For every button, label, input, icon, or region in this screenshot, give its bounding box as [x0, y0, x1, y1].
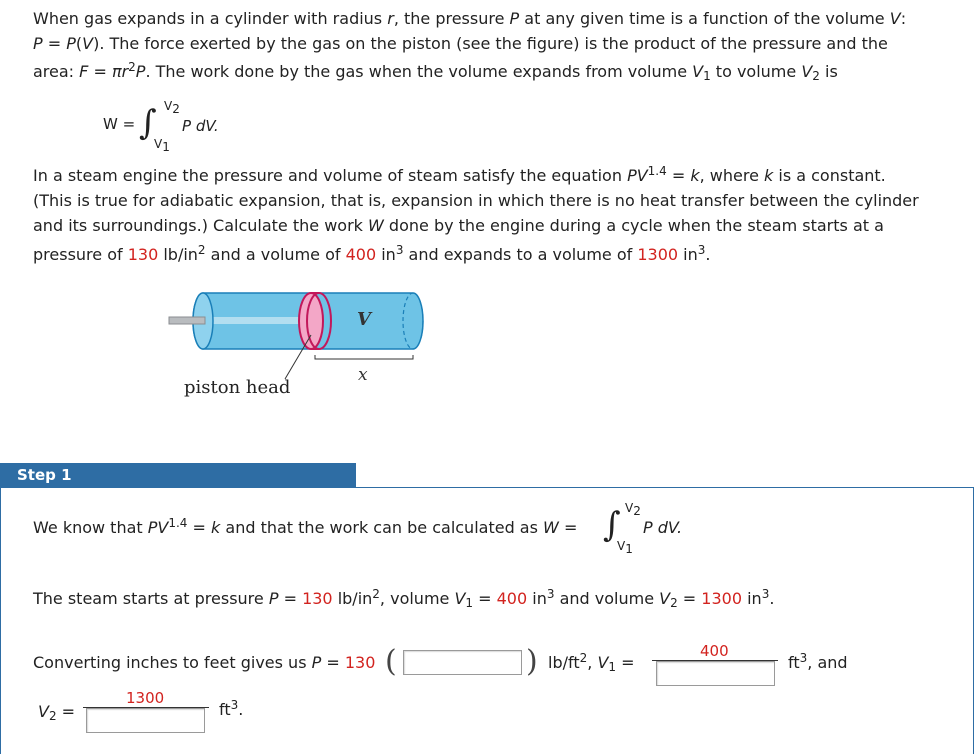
piston-head-label: piston head	[184, 377, 291, 398]
step-line-4-unit: $ft^3$.	[219, 698, 244, 719]
x-label: x	[358, 365, 368, 385]
step-integral	[603, 498, 703, 556]
v2-numerator: 1300	[126, 689, 165, 707]
given-volume-2: 1300	[637, 245, 679, 264]
open-paren: (	[385, 644, 397, 679]
step-integral-integrand: P dV.	[643, 518, 683, 537]
piston-cylinder-figure	[165, 285, 435, 405]
problem-line-7: pressure of 130 $lb/in^2$ and a volume of 400 $in^3$ and expands to a volume of 1300 $in^3$.	[33, 243, 711, 264]
step-1-tab: Step 1	[0, 463, 356, 488]
integral-upper-limit: $V_2$	[164, 99, 180, 116]
integral-integrand: P dV.	[182, 117, 219, 135]
step-line-4-label: $V_2$ =	[38, 702, 76, 723]
problem-line-1: When gas expands in a cylinder with radius r, the pressure P at any given time is a function of the volume V:	[33, 9, 907, 28]
step-integral-sign: ∫	[603, 505, 621, 545]
work-integral-formula	[103, 96, 243, 152]
step-line-2: The steam starts at pressure P = 130 $lb/in^2$, volume $V_1 = 400$ $in^3$ and volume $V_2 = 1300$ $in^3$.	[33, 587, 775, 610]
step-integral-upper: $V_2$	[625, 501, 641, 518]
step-line-1: We know that $PV^{1.4} = k$ and that the work can be calculated as W =	[33, 516, 578, 537]
pressure-conversion-input[interactable]	[403, 650, 522, 675]
close-paren: )	[526, 644, 538, 679]
integral-sign: ∫	[139, 103, 157, 143]
problem-line-2: P = P(V). The force exerted by the gas on the piston (see the figure) is the product of the pressure and the	[33, 34, 888, 53]
v2-denominator-input[interactable]	[86, 708, 205, 733]
x-bracket	[315, 355, 413, 359]
step-line-3-text: Converting inches to feet gives us P = 130	[33, 653, 376, 672]
integral-lower-limit: $V_1$	[154, 137, 170, 154]
step-line-3-tail: $ft^3$, and	[788, 651, 848, 672]
given-pressure: 130	[127, 245, 159, 264]
v1-denominator-input[interactable]	[656, 661, 775, 686]
problem-line-5: (This is true for adiabatic expansion, that is, expansion in which there is no heat transfer between the cylinder	[33, 191, 919, 210]
step-line-3-units: $lb/ft^2$, $V_1$ =	[548, 651, 635, 674]
problem-line-6: and its surroundings.) Calculate the work W done by the engine during a cycle when the steam starts at a	[33, 216, 884, 235]
step-integral-lower: $V_1$	[617, 539, 633, 556]
volume-label: V	[357, 309, 371, 330]
integral-lhs: W =	[103, 115, 136, 133]
problem-line-4: In a steam engine the pressure and volume of steam satisfy the equation $PV^{1.4} = k$, where k is a constant.	[33, 164, 886, 185]
problem-line-3: area: $F = \pi r^2P$. The work done by the gas when the volume expands from volume $V_1$ to volume $V_2$ is	[33, 60, 838, 83]
v1-numerator: 400	[700, 642, 729, 660]
given-volume-1: 400	[345, 245, 377, 264]
